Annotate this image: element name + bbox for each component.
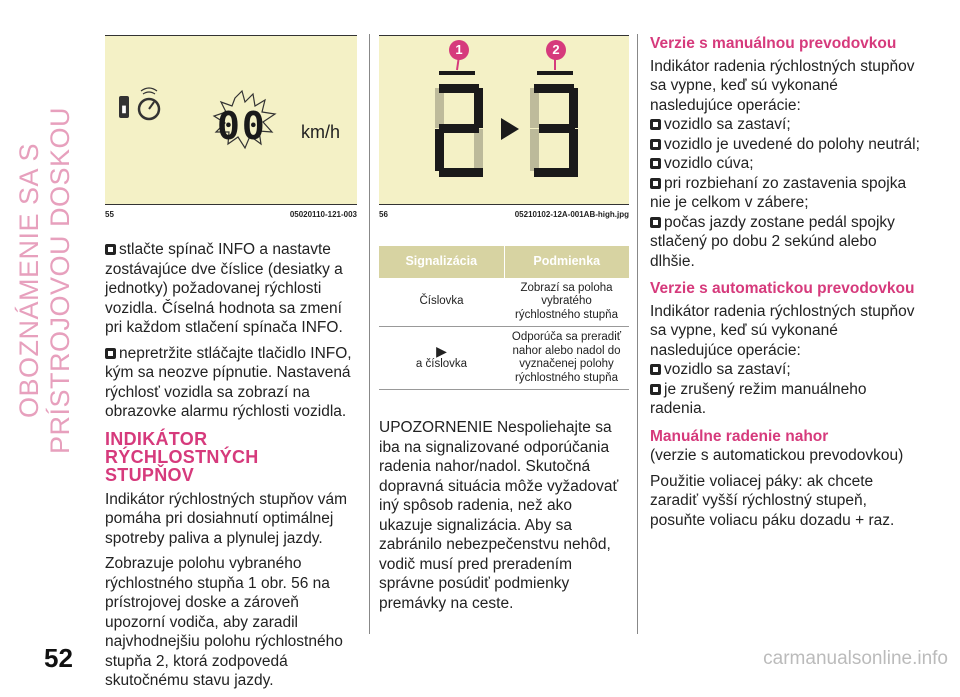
- manual-intro: Indikátor radenia rýchlostných stupňov sa vypne, keď sú vykonané nasledujúce operácie:: [650, 57, 915, 114]
- figure-56-number: 56: [379, 210, 388, 219]
- manual-transmission-heading: Verzie s manuálnou prevodovkou: [650, 35, 897, 52]
- column-3: [650, 30, 922, 536]
- speed-unit: km/h: [301, 122, 341, 142]
- signal-table: [379, 246, 629, 390]
- callout-2-label: 2: [552, 42, 560, 57]
- instruction-2: nepretržite stláčajte tlačidlo INFO, kým sa neozve pípnutie. Nastavená rýchlosť vozidla sa zobrazí na obrazovke alarmu rýchlosti vozidla.: [105, 344, 352, 420]
- section-heading-gear-indicator: INDIKÁTOR RÝCHLOSTNÝCH STUPŇOV: [105, 428, 259, 485]
- arrow-icon: ▶: [436, 342, 447, 359]
- table-header-signal: Signalizácia: [379, 246, 504, 278]
- checkbox-bullet-icon: [650, 384, 661, 395]
- list-item: vozidlo sa zastaví;: [650, 115, 922, 135]
- manual-conditions-list: [650, 115, 922, 271]
- table-row: [379, 278, 629, 327]
- checkbox-bullet-icon: [650, 119, 661, 130]
- page-number: 52: [44, 643, 73, 673]
- checkbox-bullet-icon: [105, 244, 116, 255]
- manual-upshift-heading: Manuálne radenie nahor: [650, 427, 829, 445]
- watermark: carmanualsonline.info: [763, 648, 948, 669]
- column-divider-2: [637, 34, 638, 634]
- table-cell-signal: ▶ a číslovka: [379, 327, 504, 390]
- shift-arrow: [501, 118, 519, 140]
- automatic-intro: Indikátor radenia rýchlostných stupňov sa vypne, keď sú vykonané nasledujúce operácie:: [650, 302, 915, 359]
- figure-56-caption: [379, 210, 629, 222]
- list-item: je zrušený režim manuálneho radenia.: [650, 380, 867, 417]
- checkbox-bullet-icon: [650, 364, 661, 375]
- checkbox-bullet-icon: [105, 348, 116, 359]
- paragraph-description: Zobrazuje polohu vybraného rýchlostného stupňa 1 obr. 56 na prístrojovej doske a zároveň upozorní vodiča, aby zaradil najvhodnejšiu polohu rýchlostného stupňa 2, ktorá zodpovedá skutočnému stavu jazdy.: [105, 555, 343, 689]
- figure-56-code: 05210102-12A-001AB-high.jpg: [514, 210, 629, 219]
- figure-55-caption: [105, 210, 357, 222]
- paragraph-purpose: Indikátor rýchlostných stupňov vám pomáha pri dosiahnutí optimálnej spotreby paliva a plynulej jazdy.: [105, 490, 348, 547]
- checkbox-bullet-icon: [650, 139, 661, 150]
- list-item: vozidlo sa zastaví;: [650, 360, 922, 380]
- table-cell-condition: Odporúča sa preradiť nahor alebo nadol do vyznačenej polohy rýchlostného stupňa: [504, 327, 629, 390]
- checkbox-bullet-icon: [650, 158, 661, 169]
- list-item: vozidlo je uvedené do polohy neutrál;: [650, 135, 922, 155]
- checkbox-bullet-icon: [650, 217, 661, 228]
- speed-digits: 00: [217, 104, 267, 148]
- table-cell-condition: Zobrazí sa poloha vybratého rýchlostného stupňa: [504, 278, 629, 327]
- instruction-1: stlačte spínač INFO a nastavte zostávajúce dve číslice (desiatky a jednotky) požadovanej rýchlosti vozidla. Číselná hodnota sa zmení pri každom stlačení spínača INFO.: [105, 241, 343, 336]
- column-2: [379, 246, 629, 619]
- table-header-condition: Podmienka: [504, 246, 629, 278]
- figure-55-code: 05020110-121-003: [289, 210, 357, 219]
- column-divider-1: [369, 34, 370, 634]
- table-cell-signal: Číslovka: [379, 278, 504, 327]
- manual-upshift-text: Použitie voliacej páky: ak chcete zaradiť vyšší rýchlostný stupeň, posuňte voliacu páku dozadu + raz.: [650, 472, 895, 529]
- side-section-title: OBOZNÁMENIE SA S PRÍSTROJOVOU DOSKOU: [14, 106, 75, 454]
- list-item: vozidlo cúva;: [650, 154, 922, 174]
- svg-text:▮: ▮: [121, 104, 127, 115]
- callout-1-label: 1: [455, 42, 463, 57]
- figure-55-number: 55: [105, 210, 114, 219]
- automatic-transmission-heading: Verzie s automatickou prevodovkou: [650, 280, 915, 297]
- list-item: pri rozbiehaní zo zastavenia spojka nie je celkom v zábere;: [650, 174, 907, 211]
- table-row: [379, 327, 629, 390]
- figure-56-gear-display: [379, 35, 629, 205]
- automatic-conditions-list: [650, 360, 922, 419]
- gear-display-graphic: [379, 36, 629, 204]
- figure-55-speed-display: [105, 35, 357, 205]
- warning-paragraph: UPOZORNENIE Nespoliehajte sa iba na signalizované odporúčania radenia nahor/nadol. Skutočná dopravná situácia môže vyžadovať iný spôsob radenia, než ako ukazuje signalizácia. Aby sa zabránilo nebezpečenstvu nehôd, vodič musí pred preradením správne posúdiť podmienky premávky na ceste.: [379, 419, 619, 612]
- column-1: [105, 240, 357, 697]
- gear-digit-3: [534, 84, 578, 177]
- checkbox-bullet-icon: [650, 178, 661, 189]
- list-item: počas jazdy zostane pedál spojky stlačený po dobu 2 sekúnd alebo dlhšie.: [650, 213, 895, 270]
- manual-upshift-subtitle: (verzie s automatickou prevodovkou): [650, 447, 904, 464]
